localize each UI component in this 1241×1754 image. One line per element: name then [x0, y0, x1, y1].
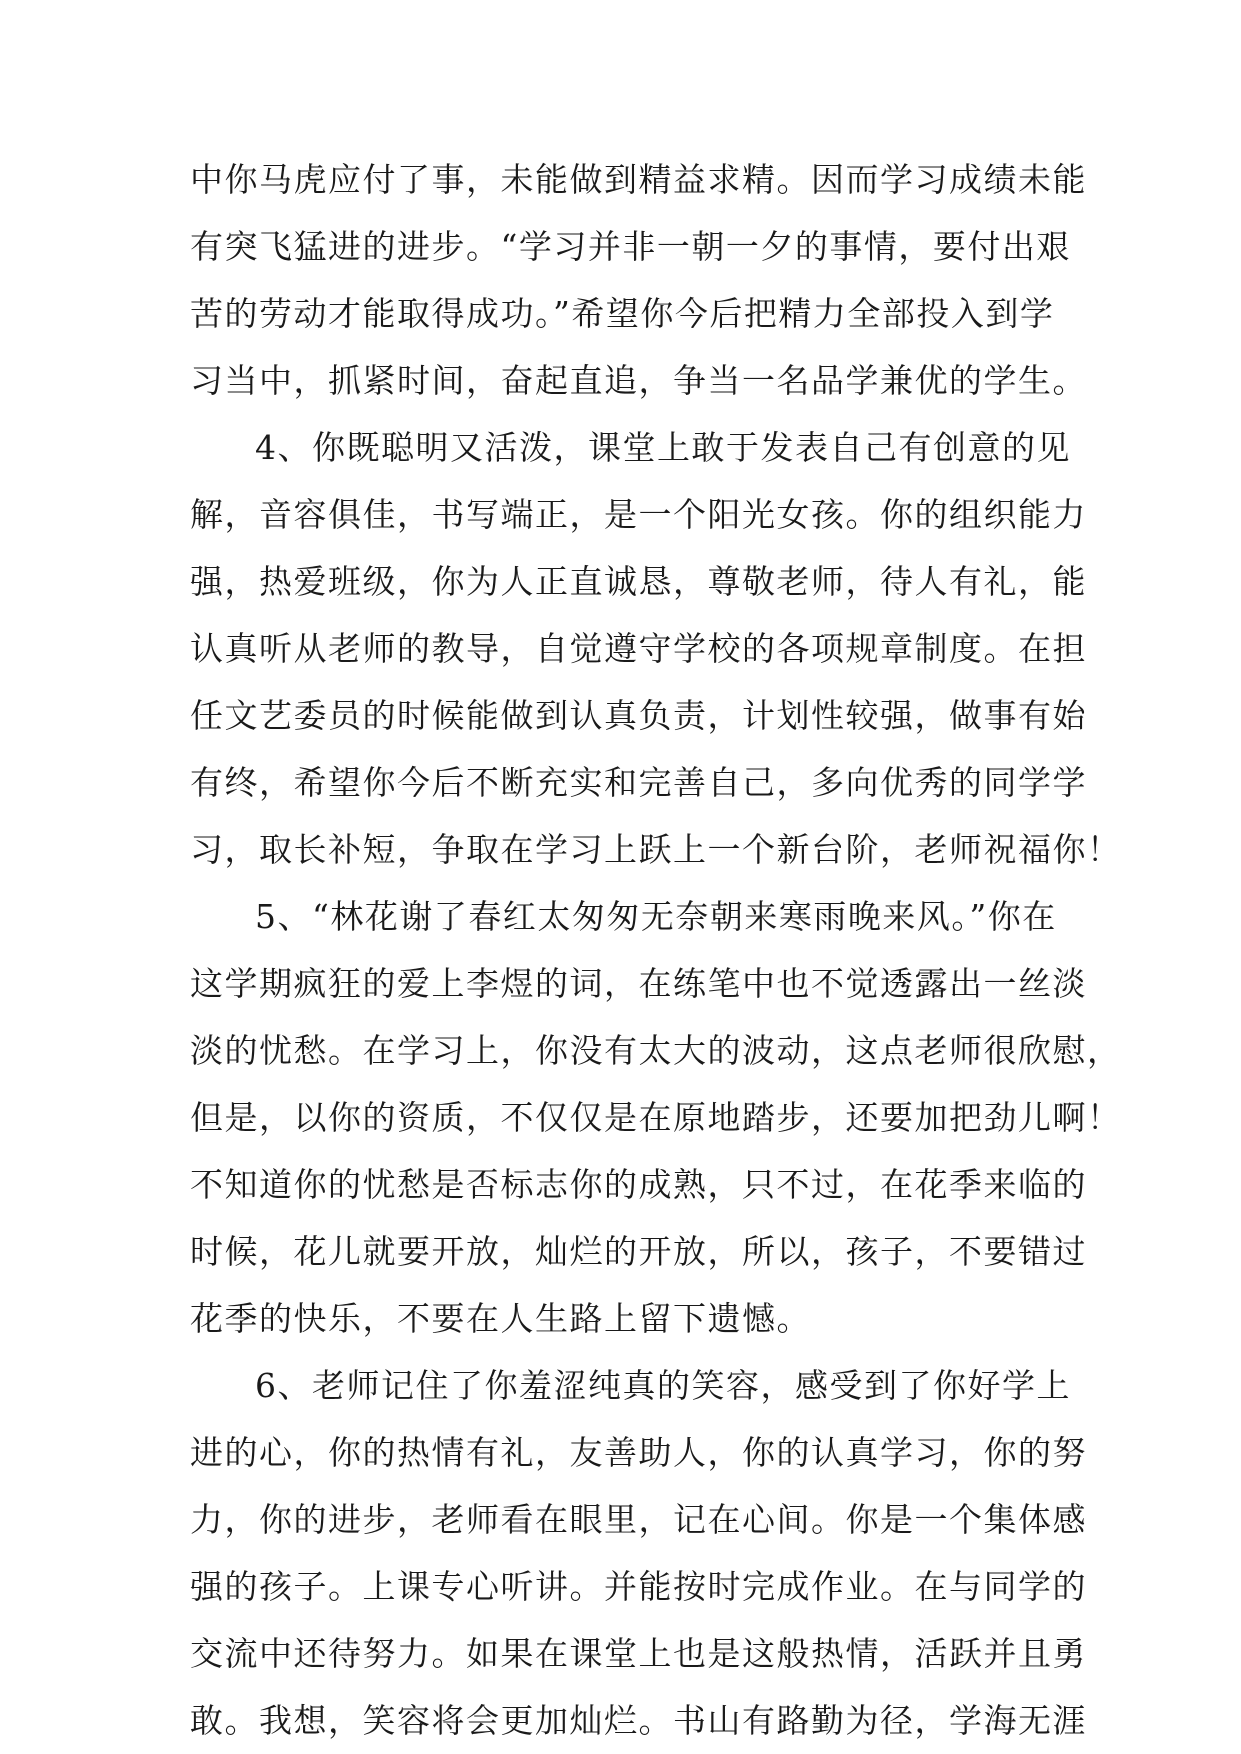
text-line: 淡的忧愁。在学习上，你没有太大的波动，这点老师很欣慰，: [190, 1031, 1122, 1070]
paragraph-4-first-line: 4、你既聪明又活泼，课堂上敢于发表自己有创意的见: [255, 428, 1071, 467]
text-line: 有突飞猛进的进步。“学习并非一朝一夕的事情，要付出艰: [190, 227, 1071, 266]
text-line: 解，音容俱佳，书写端正，是一个阳光女孩。你的组织能力: [190, 495, 1087, 534]
text-line: 力，你的进步，老师看在眼里，记在心间。你是一个集体感: [190, 1500, 1087, 1539]
text-line: 中你马虎应付了事，未能做到精益求精。因而学习成绩未能: [190, 160, 1087, 199]
paragraph-5-first-line: 5、“林花谢了春红太匆匆无奈朝来寒雨晚来风。”你在: [255, 897, 1057, 936]
text-line: 但是，以你的资质，不仅仅是在原地踏步，还要加把劲儿啊！: [190, 1098, 1122, 1137]
text-line: 进的心，你的热情有礼，友善助人，你的认真学习，你的努: [190, 1433, 1087, 1472]
text-line: 这学期疯狂的爱上李煜的词，在练笔中也不觉透露出一丝淡: [190, 964, 1087, 1003]
text-line: 花季的快乐，不要在人生路上留下遗憾。: [190, 1299, 811, 1338]
text-line: 任文艺委员的时候能做到认真负责，计划性较强，做事有始: [190, 696, 1087, 735]
paragraph-6-first-line: 6、老师记住了你羞涩纯真的笑容，感受到了你好学上: [255, 1366, 1071, 1405]
text-line: 认真听从老师的教导，自觉遵守学校的各项规章制度。在担: [190, 629, 1087, 668]
text-line: 不知道你的忧愁是否标志你的成熟，只不过，在花季来临的: [190, 1165, 1087, 1204]
text-line: 交流中还待努力。如果在课堂上也是这般热情，活跃并且勇: [190, 1634, 1087, 1673]
text-line: 强，热爱班级，你为人正直诚恳，尊敬老师，待人有礼，能: [190, 562, 1087, 601]
text-line: 强的孩子。上课专心听讲。并能按时完成作业。在与同学的: [190, 1567, 1087, 1606]
text-line: 时候，花儿就要开放，灿烂的开放，所以，孩子，不要错过: [190, 1232, 1087, 1271]
text-line: 习，取长补短，争取在学习上跃上一个新台阶，老师祝福你！: [190, 830, 1122, 869]
text-line: 敢。我想，笑容将会更加灿烂。书山有路勤为径，学海无涯: [190, 1701, 1087, 1740]
text-line: 苦的劳动才能取得成功。”希望你今后把精力全部投入到学: [190, 294, 1055, 333]
text-line: 习当中，抓紧时间，奋起直追，争当一名品学兼优的学生。: [190, 361, 1087, 400]
text-line: 有终，希望你今后不断充实和完善自己，多向优秀的同学学: [190, 763, 1087, 802]
